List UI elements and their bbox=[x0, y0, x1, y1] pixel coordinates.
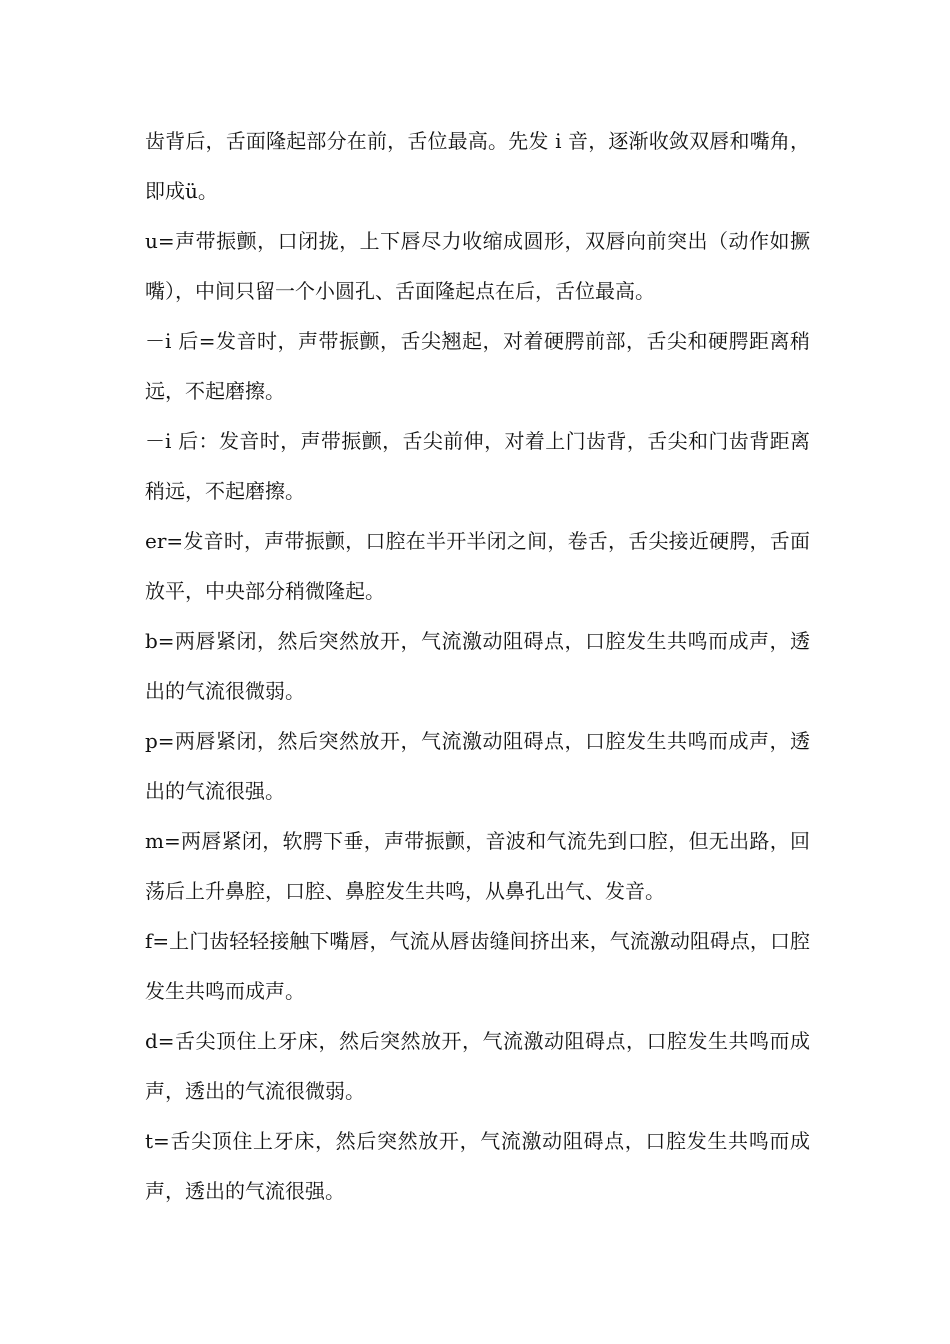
paragraph-t: t=舌尖顶住上牙床，然后突然放开，气流激动阻碍点，口腔发生共鸣而成声，透出的气流很强。 bbox=[145, 1129, 810, 1203]
paragraph-b: b=两唇紧闭，然后突然放开，气流激动阻碍点，口腔发生共鸣而成声，透出的气流很微弱。 bbox=[145, 629, 810, 703]
paragraph-i-dental: －i 后：发音时，声带振颤，舌尖前伸，对着上门齿背，舌尖和门齿背距离稍远，不起磨擦。 bbox=[145, 429, 810, 503]
paragraph-f: f=上门齿轻轻接触下嘴唇，气流从唇齿缝间挤出来，气流激动阻碍点，口腔发生共鸣而成声。 bbox=[145, 929, 810, 1003]
paragraph-i-retroflex: －i 后=发音时，声带振颤，舌尖翘起，对着硬腭前部，舌尖和硬腭距离稍远，不起磨擦。 bbox=[145, 329, 810, 403]
paragraph-d: d=舌尖顶住上牙床，然后突然放开，气流激动阻碍点，口腔发生共鸣而成声，透出的气流很微弱。 bbox=[145, 1029, 810, 1103]
paragraph-p: p=两唇紧闭，然后突然放开，气流激动阻碍点，口腔发生共鸣而成声，透出的气流很强。 bbox=[145, 729, 810, 803]
paragraph-m: m=两唇紧闭，软腭下垂，声带振颤，音波和气流先到口腔，但无出路，回荡后上升鼻腔，口腔、鼻腔发生共鸣，从鼻孔出气、发音。 bbox=[145, 829, 810, 903]
paragraph-er: er=发音时，声带振颤，口腔在半开半闭之间，卷舌，舌尖接近硬腭，舌面放平，中央部分稍微隆起。 bbox=[145, 529, 810, 603]
paragraph-u-umlaut-continued: 齿背后，舌面隆起部分在前，舌位最高。先发 i 音，逐渐收敛双唇和嘴角，即成ü。 bbox=[145, 129, 810, 203]
paragraph-u: u=声带振颤，口闭拢，上下唇尽力收缩成圆形，双唇向前突出（动作如撅嘴），中间只留一个小圆孔、舌面隆起点在后，舌位最高。 bbox=[145, 229, 810, 303]
document-body bbox=[145, 116, 810, 1216]
